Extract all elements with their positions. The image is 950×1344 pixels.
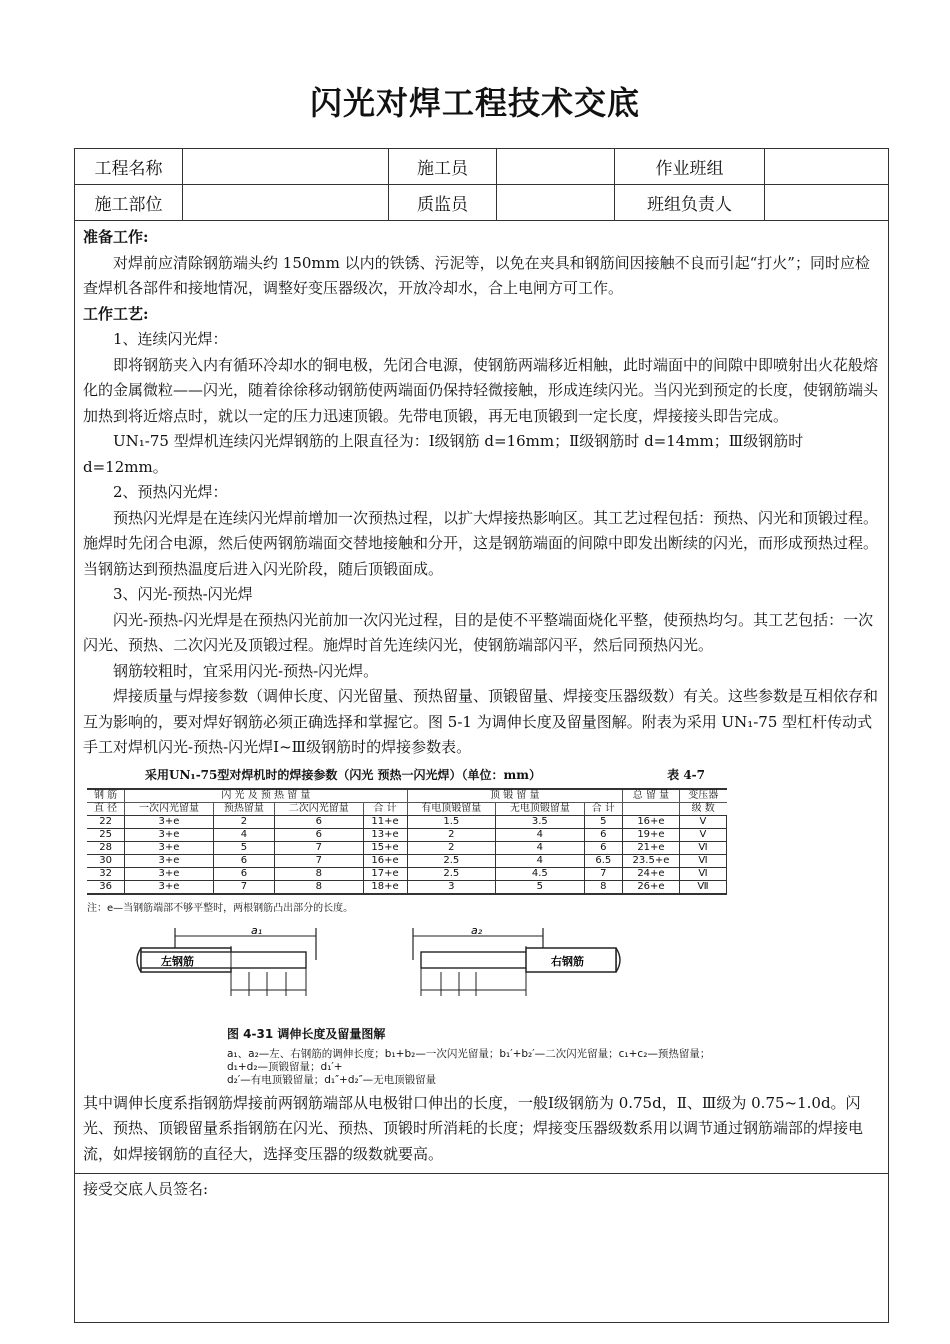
parameter-cell: Ⅵ	[679, 842, 726, 855]
parameter-table	[87, 788, 727, 895]
parameter-cell: 2.5	[407, 868, 496, 881]
parameter-cell: 16+e	[622, 816, 679, 829]
parameter-cell: 26+e	[622, 881, 679, 895]
signature-cell[interactable]	[75, 1174, 889, 1323]
parameter-cell: 8	[275, 868, 364, 881]
col-group-transformer: 变压器	[679, 789, 726, 803]
parameter-cell: 4	[496, 842, 585, 855]
parameter-cell: 3+e	[125, 855, 214, 868]
parameter-cell: 6	[275, 816, 364, 829]
parameter-row	[87, 829, 727, 842]
disclosure-form	[74, 148, 889, 1323]
parameter-cell: 6	[213, 855, 274, 868]
parameter-cell: 6	[584, 842, 622, 855]
parameter-cell: 2.5	[407, 855, 496, 868]
col-group-bar: 钢 筋	[87, 789, 125, 803]
parameter-row	[87, 842, 727, 855]
parameter-cell: 5	[496, 881, 585, 895]
parameter-row	[87, 868, 727, 881]
sub-header: 直 径	[87, 803, 125, 816]
content-cell	[75, 221, 889, 1174]
parameter-cell: 4	[496, 855, 585, 868]
parameter-cell: 6.5	[584, 855, 622, 868]
parameter-cell: 8	[275, 881, 364, 895]
section-2-para-1: 预热闪光焊是在连续闪光焊前增加一次预热过程，以扩大焊接热影响区。其工艺过程包括：预热、闪光和顶锻过程。施焊时先闭合电源，然后使两钢筋端面交替地接触和分开，这是钢筋端面的间隙中即发出断续的闪光，而形成预热过程。当钢筋达到预热温度后进入闪光阶段，随后顶锻面成。	[83, 508, 879, 578]
constructor-field[interactable]	[497, 149, 615, 185]
section-3-para-3: 焊接质量与焊接参数（调伸长度、闪光留量、预热留量、顶锻留量、焊接变压器级数）有关。这些参数是互相依存和互为影响的，要对焊好钢筋必须正确选择和掌握它。图 5-1 为调伸长度及留量图解。附表为采用 UN₁-75 型杠杆传动式手工对焊机闪光-预热-闪光焊Ⅰ~Ⅲ级钢筋时的焊接参数表。	[83, 687, 879, 756]
section-3-para-2: 钢筋较粗时，宜采用闪光-预热-闪光焊。	[113, 661, 379, 680]
parameter-cell: 3.5	[496, 816, 585, 829]
parameter-cell: 24+e	[622, 868, 679, 881]
parameter-table-note: 注：e—当钢筋端部不够平整时，两根钢筋凸出部分的长度。	[87, 903, 354, 914]
parameter-row	[87, 855, 727, 868]
parameter-cell: Ⅴ	[679, 816, 726, 829]
process-heading: 工作工艺:	[83, 304, 149, 323]
sub-header: 二次闪光留量	[275, 803, 364, 816]
parameter-cell: 28	[87, 842, 125, 855]
document-title: 闪光对焊工程技术交底	[309, 84, 640, 122]
parameter-cell: 5	[584, 816, 622, 829]
parameter-cell: 22	[87, 816, 125, 829]
parameter-cell: 15+e	[363, 842, 407, 855]
parameter-cell: 18+e	[363, 881, 407, 895]
parameter-cell: 2	[407, 842, 496, 855]
after-figure-text: 其中调伸长度系指钢筋焊接前两钢筋端部从电极钳口伸出的长度，一般Ⅰ级钢筋为 0.75d，Ⅱ、Ⅲ级为 0.75~1.0d。闪光、预热、顶锻留量系指钢筋在闪光、预热、顶锻时所消耗的长度；焊接变压器级数系用以调节通过钢筋端部的焊接电流，如焊接钢筋的直径大，选择变压器的级数就要高。	[83, 1093, 864, 1163]
diagram-legend-line-2: d₂′—有电顶锻留量；d₁″+d₂″—无电顶锻留量	[227, 1073, 437, 1086]
section-1-para-2: UN₁-75 型焊机连续闪光焊钢筋的上限直径为：Ⅰ级钢筋 d=16mm；Ⅱ级钢筋时 d=14mm；Ⅲ级钢筋时 d=12mm。	[83, 432, 804, 476]
parameter-cell: 2	[407, 829, 496, 842]
team-leader-field[interactable]	[765, 185, 889, 221]
parameter-cell: 13+e	[363, 829, 407, 842]
parameter-cell: 4	[496, 829, 585, 842]
parameter-cell: Ⅵ	[679, 855, 726, 868]
parameter-table-title-row	[145, 763, 705, 789]
parameter-cell: 3+e	[125, 881, 214, 895]
parameter-cell: 3+e	[125, 868, 214, 881]
quality-inspector-label: 质监员	[389, 185, 497, 221]
project-name-label: 工程名称	[75, 149, 183, 185]
header-row-2	[75, 185, 889, 221]
parameter-cell: 4.5	[496, 868, 585, 881]
parameter-cell: 2	[213, 816, 274, 829]
sub-header: 有电顶锻留量	[407, 803, 496, 816]
sub-header: 预热留量	[213, 803, 274, 816]
a1-label: a₁	[251, 925, 263, 937]
work-team-field[interactable]	[765, 149, 889, 185]
team-leader-label: 班组负责人	[615, 185, 765, 221]
constructor-label: 施工员	[389, 149, 497, 185]
parameter-cell: 6	[275, 829, 364, 842]
parameter-cell: 8	[584, 881, 622, 895]
header-row-1	[75, 149, 889, 185]
parameter-row	[87, 816, 727, 829]
parameter-table-number: 表 4-7	[667, 767, 705, 782]
construction-part-field[interactable]	[183, 185, 389, 221]
section-1-title: 1、连续闪光焊：	[113, 330, 228, 348]
welding-parameter-figure	[87, 763, 727, 1087]
prep-heading: 准备工作:	[83, 228, 149, 246]
parameter-cell: 7	[275, 855, 364, 868]
a2-label: a₂	[471, 925, 483, 937]
sub-header: 一次闪光留量	[125, 803, 214, 816]
parameter-cell: 21+e	[622, 842, 679, 855]
sub-header	[622, 803, 679, 816]
section-3-para-1: 闪光-预热-闪光焊是在预热闪光前加一次闪光过程，目的是使不平整端面烧化平整，使预热均匀。其工艺包括：一次闪光、预热、二次闪光及顶锻过程。施焊时首先连续闪光，使钢筋端部闪平，然后同预热闪光。	[83, 610, 874, 654]
section-3-title: 3、闪光-预热-闪光焊	[113, 585, 253, 603]
parameter-cell: 3+e	[125, 829, 214, 842]
section-2-title: 2、预热闪光焊：	[113, 483, 228, 501]
parameter-cell: 11+e	[363, 816, 407, 829]
parameter-cell: 3+e	[125, 816, 214, 829]
parameter-cell: 6	[584, 829, 622, 842]
parameter-cell: 4	[213, 829, 274, 842]
parameter-cell: Ⅶ	[679, 881, 726, 895]
quality-inspector-field[interactable]	[497, 185, 615, 221]
parameter-cell: 17+e	[363, 868, 407, 881]
parameter-cell: 7	[275, 842, 364, 855]
parameter-cell: 30	[87, 855, 125, 868]
col-group-upset: 顶 锻 留 量	[407, 789, 622, 803]
parameter-cell: 23.5+e	[622, 855, 679, 868]
parameter-cell: 6	[213, 868, 274, 881]
right-bar-label: 右钢筋	[551, 954, 584, 968]
parameter-cell: Ⅴ	[679, 829, 726, 842]
prep-text: 对焊前应清除钢筋端头约 150mm 以内的铁锈、污泥等，以免在夹具和钢筋间因接触不良而引起“打火”；同时应检查焊机各部件和接地情况，调整好变压器级次，开放冷却水，合上电闸方可工作。	[83, 253, 870, 297]
left-bar-label: 左钢筋	[161, 954, 194, 968]
project-name-field[interactable]	[183, 149, 389, 185]
parameter-cell: 7	[584, 868, 622, 881]
col-group-flash: 闪 光 及 预 热 留 量	[125, 789, 407, 803]
parameter-table-title: 采用UN₁-75型对焊机时的焊接参数（闪光 预热一闪光焊）（单位：mm）	[145, 767, 541, 782]
diagram-legend-line-1: a₁、a₂—左、右钢筋的调伸长度；b₁+b₂—一次闪光留量；b₁′+b₂′—二次闪光留量；c₁+c₂—预热留量；d₁+d₂—顶锻留量；d₁′+	[227, 1047, 711, 1073]
parameter-cell: 5	[213, 842, 274, 855]
section-1-para-1: 即将钢筋夹入内有循环冷却水的铜电极，先闭合电源，使钢筋两端移近相触，此时端面中的间隙中即喷射出火花般熔化的金属微粒——闪光，随着徐徐移动钢筋使两端面仍保持轻微接触，形成连续闪光。当闪光到预定的长度，使钢筋端头加热到将近熔点时，就以一定的压力迅速顶锻。先带电顶锻，再无电顶锻到一定长度，焊接接头即告完成。	[83, 355, 879, 425]
parameter-cell: Ⅵ	[679, 868, 726, 881]
signature-label: 接受交底人员签名:	[83, 1180, 209, 1198]
parameter-cell: 25	[87, 829, 125, 842]
parameter-cell: 3+e	[125, 842, 214, 855]
sub-header: 合 计	[363, 803, 407, 816]
parameter-cell: 1.5	[407, 816, 496, 829]
parameter-row	[87, 881, 727, 895]
sub-header: 无电顶锻留量	[496, 803, 585, 816]
sub-header: 合 计	[584, 803, 622, 816]
parameter-table-body	[87, 816, 727, 895]
diagram-caption: 图 4-31 调伸长度及留量图解	[227, 1027, 386, 1041]
sub-header: 级 数	[679, 803, 726, 816]
col-group-total: 总 留 量	[622, 789, 679, 803]
parameter-cell: 7	[213, 881, 274, 895]
work-team-label: 作业班组	[615, 149, 765, 185]
parameter-cell: 3	[407, 881, 496, 895]
construction-part-label: 施工部位	[75, 185, 183, 221]
parameter-cell: 16+e	[363, 855, 407, 868]
extension-diagram	[131, 926, 631, 1014]
parameter-cell: 36	[87, 881, 125, 895]
parameter-cell: 19+e	[622, 829, 679, 842]
parameter-cell: 32	[87, 868, 125, 881]
